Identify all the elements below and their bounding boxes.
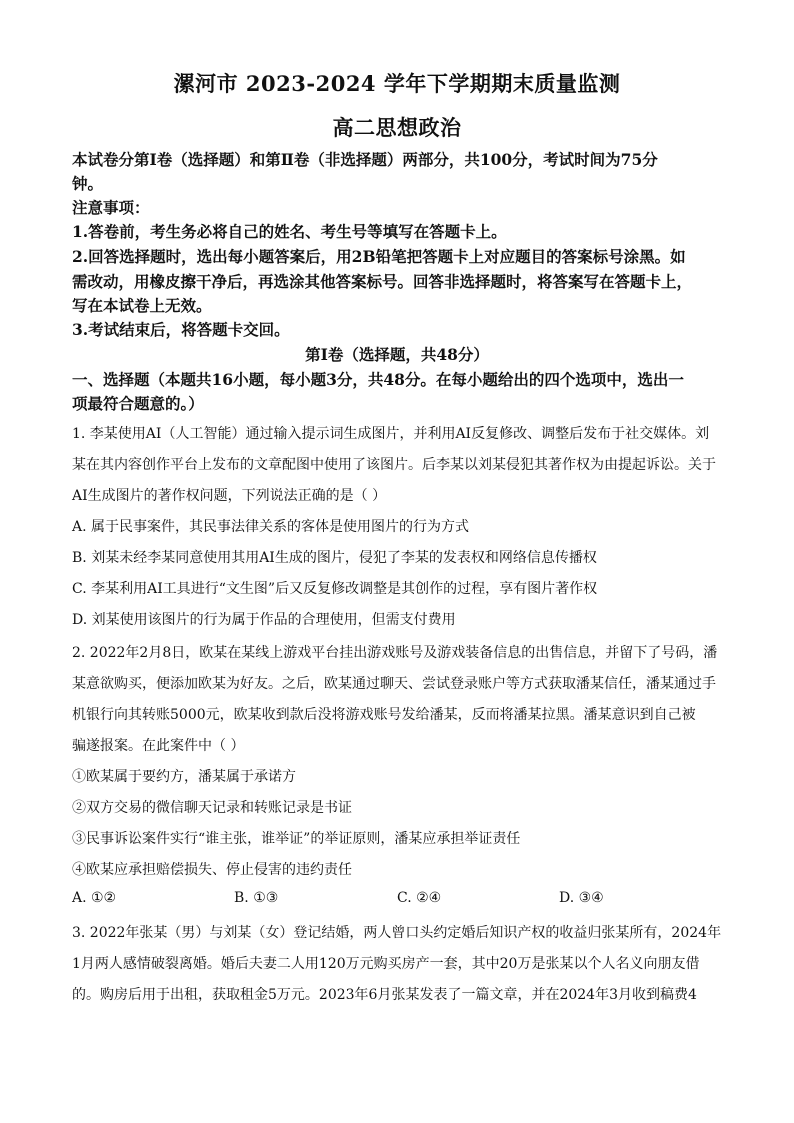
notice-item-2-line-2: 需改动，用橡皮擦干净后，再选涂其他答案标号。回答非选择题时，将答案写在答题卡上， <box>72 272 693 291</box>
q1-option-b: B. 刘某未经李某同意使用其用AI生成的图片，侵犯了李某的发表权和网络信息传播权 <box>72 550 597 566</box>
intro-line-2: 钟。 <box>72 174 104 193</box>
q1-stem-line-2: 某在其内容创作平台上发布的文章配图中使用了该图片。后李某以刘某侵犯其著作权为由提起诉讼。关于 <box>72 457 716 473</box>
q3-stem-line-1: 3. 2022年张某（男）与刘某（女）登记结婚，两人曾口头约定婚后知识产权的收益归张某所有，2024年 <box>72 925 722 941</box>
q1-option-c: C. 李某利用AI工具进行“文生图”后又反复修改调整是其创作的过程，享有图片著作权 <box>72 581 598 597</box>
q2-statement-4: ④欧某应承担赔偿损失、停止侵害的违约责任 <box>72 862 352 878</box>
q1-option-d: D. 刘某使用该图片的行为属于作品的合理使用，但需支付费用 <box>72 612 456 628</box>
notice-item-1: 1.答卷前，考生务必将自己的姓名、考生号等填写在答题卡上。 <box>72 222 507 241</box>
q2-statement-1: ①欧某属于要约方，潘某属于承诺方 <box>72 769 296 785</box>
q3-stem-line-3: 的。购房后用于出租，获取租金5万元。2023年6月张某发表了一篇文章，并在2024年3月收到稿费4 <box>72 987 697 1003</box>
section-title: 第Ⅰ卷（选择题，共48分） <box>305 345 489 364</box>
q2-stem-line-2: 某意欲购买，便添加欧某为好友。之后，欧某通过聊天、尝试登录账户等方式获取潘某信任，潘某通过手 <box>72 676 716 692</box>
q3-stem-line-2: 1月两人感情破裂离婚。婚后夫妻二人用120万元购买房产一套，其中20万是张某以个人名义向朋友借 <box>72 956 700 972</box>
notice-title: 注意事项： <box>72 198 150 217</box>
q2-option-c: C. ②④ <box>397 890 442 906</box>
q1-option-a: A. 属于民事案件，其民事法律关系的客体是使用图片的行为方式 <box>72 519 470 535</box>
q2-stem-line-1: 2. 2022年2月8日，欧某在某线上游戏平台挂出游戏账号及游戏装备信息的出售信息，并留下了号码，潘 <box>72 645 718 661</box>
q2-statement-2: ②双方交易的微信聊天记录和转账记录是书证 <box>72 800 352 816</box>
q2-option-b: B. ①③ <box>234 890 279 906</box>
q2-option-a: A. ①② <box>72 890 117 906</box>
section-instruction-line-1: 一、选择题（本题共16小题，每小题3分，共48分。在每小题给出的四个选项中，选出一 <box>72 370 684 389</box>
q2-stem-line-3: 机银行向其转账5000元，欧某收到款后没将游戏账号发给潘某，反而将潘某拉黑。潘某意识到自己被 <box>72 707 696 723</box>
q1-stem-line-1: 1. 李某使用AI（人工智能）通过输入提示词生成图片，并利用AI反复修改、调整后发布于社交媒体。刘 <box>72 426 710 442</box>
notice-item-2-line-1: 2.回答选择题时，选出每小题答案后，用2B铅笔把答题卡上对应题目的答案标号涂黑。如 <box>72 247 686 266</box>
section-instruction-line-2: 项最符合题意的。） <box>72 394 204 413</box>
exam-title: 漯河市 2023-2024 学年下学期期末质量监测 <box>173 71 621 96</box>
exam-subject: 高二思想政治 <box>332 115 462 140</box>
q1-stem-line-3: AI生成图片的著作权问题，下列说法正确的是（ ） <box>72 488 387 504</box>
q2-option-d: D. ③④ <box>559 890 604 906</box>
notice-item-3: 3.考试结束后，将答题卡交回。 <box>72 320 290 339</box>
intro-line-1: 本试卷分第Ⅰ卷（选择题）和第Ⅱ卷（非选择题）两部分，共100分，考试时间为75分 <box>72 150 658 169</box>
q2-stem-line-4: 骗遂报案。在此案件中（ ） <box>72 738 245 754</box>
notice-item-2-line-3: 写在本试卷上无效。 <box>72 296 212 315</box>
q2-statement-3: ③民事诉讼案件实行“谁主张，谁举证”的举证原则，潘某应承担举证责任 <box>72 831 521 847</box>
